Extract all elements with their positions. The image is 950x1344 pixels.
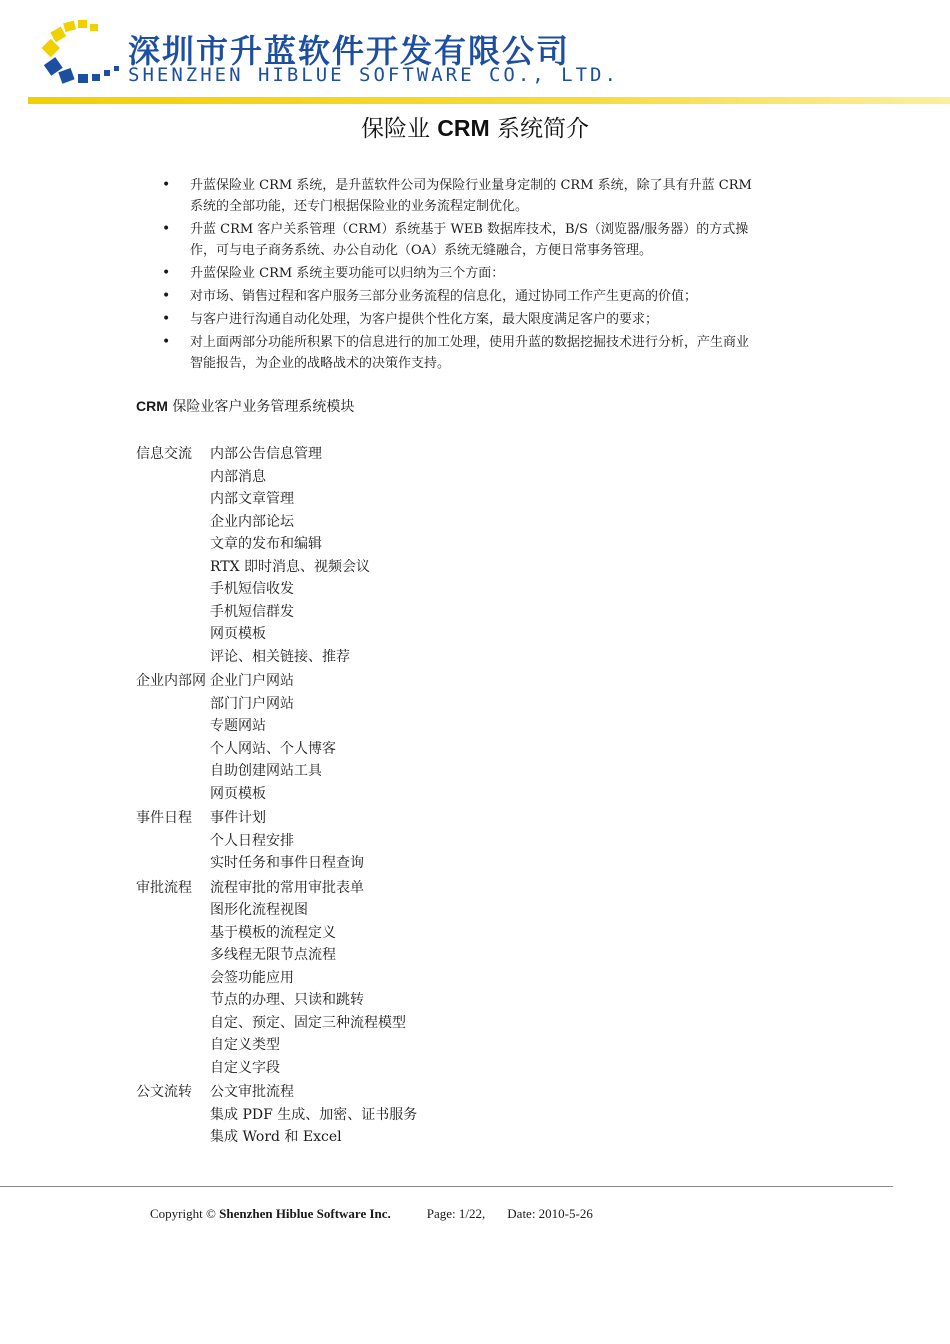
module-group (136, 877, 636, 1080)
module-item: 基于模板的流程定义 (210, 924, 336, 941)
module-item: 会签功能应用 (210, 969, 294, 986)
module-item: 内部文章管理 (210, 491, 294, 507)
module-group (136, 670, 636, 805)
module-item: 自定义类型 (210, 1037, 280, 1053)
modules-heading-crm: CRM (136, 398, 168, 414)
bullet-item: • 对市场、销售过程和客户服务三部分业务流程的信息化，通过协同工作产生更高的价值； (160, 286, 760, 307)
module-item: 部门门户网站 (210, 695, 294, 712)
bullet-item: • 对上面两部分功能所积累下的信息进行的加工处理，使用升蓝的数据挖掘技术进行分析，产生商业智能报告，为企业的战略战术的决策作支持。 (160, 332, 760, 374)
module-item: 内部公告信息管理 (210, 446, 322, 462)
footer-divider (0, 1186, 893, 1187)
module-group-label: 公文流转 (136, 1084, 192, 1100)
module-item: 集成 PDF 生成、加密、证书服务 (210, 1106, 418, 1123)
module-group (136, 807, 636, 875)
title-suffix: 系统简介 (489, 116, 589, 142)
module-group (136, 1081, 636, 1149)
module-group-items (210, 443, 370, 668)
module-item: RTX 即时消息、视频会议 (210, 558, 371, 575)
document-title (0, 110, 950, 143)
title-crm: CRM (437, 115, 490, 141)
company-logo-icon (38, 20, 124, 90)
header-divider (28, 97, 950, 104)
module-item: 手机短信收发 (210, 581, 294, 597)
module-group-label: 审批流程 (136, 879, 192, 896)
modules-heading-text: 保险业客户业务管理系统模块 (167, 399, 355, 415)
module-item: 网页模板 (210, 785, 266, 802)
module-group-label: 事件日程 (136, 810, 192, 826)
module-group-label: 信息交流 (136, 446, 192, 462)
module-item: 个人日程安排 (210, 832, 294, 849)
modules-heading (136, 396, 354, 416)
title-prefix: 保险业 (360, 116, 438, 142)
page-footer (150, 1206, 593, 1222)
module-group-items (210, 670, 336, 805)
module-item: 网页模板 (210, 626, 266, 642)
company-name-en: SHENZHEN HIBLUE SOFTWARE CO., LTD. (128, 64, 619, 86)
module-group-items (210, 1081, 417, 1149)
module-item: 公文审批流程 (210, 1084, 294, 1100)
footer-page: Page: 1/22, (426, 1206, 486, 1221)
module-item: 自定、预定、固定三种流程模型 (210, 1014, 406, 1031)
module-item: 实时任务和事件日程查询 (210, 855, 364, 871)
module-item: 文章的发布和编辑 (210, 536, 322, 552)
bullet-item: • 与客户进行沟通自动化处理，为客户提供个性化方案，最大限度满足客户的要求； (160, 309, 760, 330)
module-item: 集成 Word 和 Excel (210, 1129, 342, 1145)
module-item: 企业门户网站 (210, 673, 294, 689)
module-group-label: 企业内部网 (136, 673, 206, 689)
bullet-item: • 升蓝保险业 CRM 系统，是升蓝软件公司为保险行业量身定制的 CRM 系统，除了具有升蓝 CRM 系统的全部功能，还专门根据保险业的业务流程定制优化。 (160, 175, 760, 217)
bullet-item: • 升蓝 CRM 客户关系管理（CRM）系统基于 WEB 数据库技术，B/S（浏览器/服务器）的方式操作，可与电子商务系统、办公自动化（OA）系统无缝融合，方便日常事务管理。 (160, 219, 760, 261)
module-item: 内部消息 (210, 468, 266, 485)
company-name-cn: 深圳市升蓝软件开发有限公司 (128, 32, 571, 70)
footer-date: Date: 2010-5-26 (507, 1206, 593, 1221)
page-header (0, 0, 950, 110)
intro-bullet-list (160, 175, 760, 376)
module-list (136, 443, 636, 1151)
module-group-items (210, 807, 364, 875)
module-item: 多线程无限节点流程 (210, 947, 336, 963)
module-item: 图形化流程视图 (210, 902, 308, 918)
module-item: 自定义字段 (210, 1059, 280, 1076)
footer-copyright: Copyright © (150, 1206, 220, 1221)
module-item: 评论、相关链接、推荐 (210, 648, 350, 665)
module-item: 个人网站、个人博客 (210, 740, 336, 757)
module-item: 专题网站 (210, 718, 266, 734)
module-item: 节点的办理、只读和跳转 (210, 992, 364, 1008)
module-group-items (210, 877, 406, 1080)
module-item: 事件计划 (210, 810, 266, 826)
module-item: 企业内部论坛 (210, 513, 294, 530)
module-item: 自助创建网站工具 (210, 763, 322, 779)
module-item: 流程审批的常用审批表单 (210, 879, 364, 896)
footer-company: Shenzhen Hiblue Software Inc. (219, 1206, 391, 1221)
module-group (136, 443, 636, 668)
module-item: 手机短信群发 (210, 603, 294, 620)
bullet-item: • 升蓝保险业 CRM 系统主要功能可以归纳为三个方面： (160, 263, 760, 284)
